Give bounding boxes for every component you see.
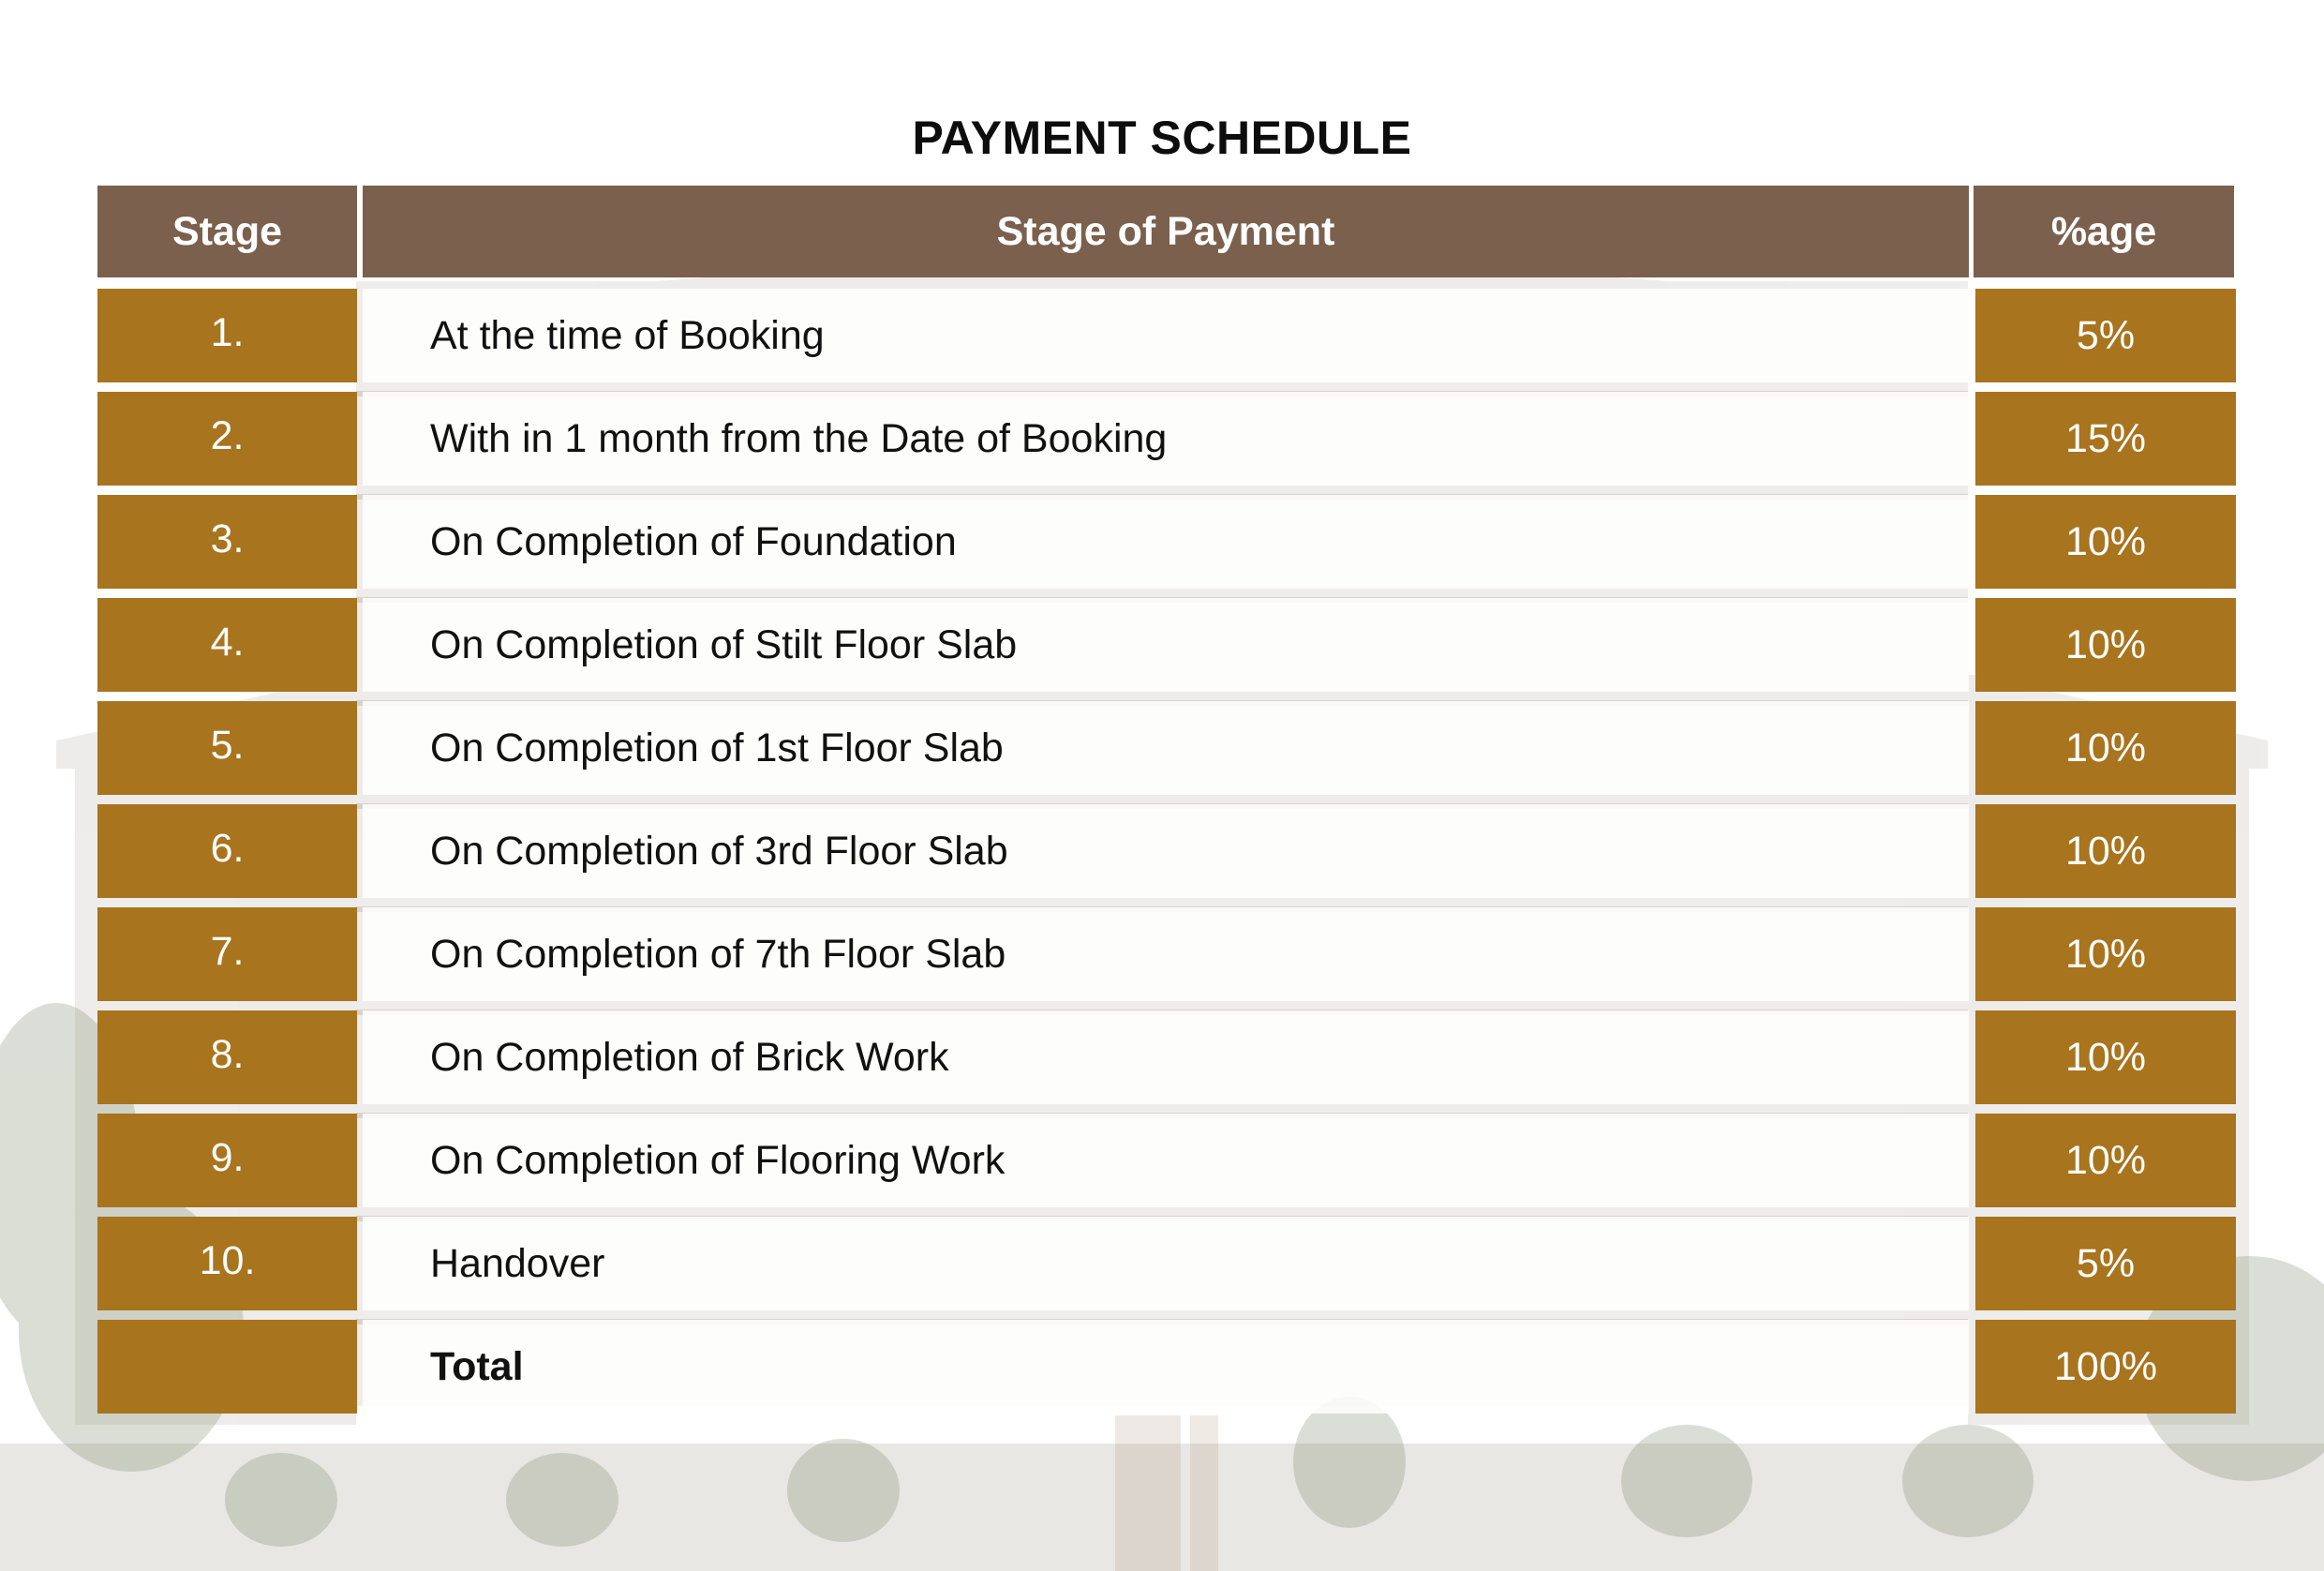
stage-description: Handover — [363, 1217, 1969, 1310]
stage-description: On Completion of 1st Floor Slab — [363, 701, 1969, 795]
header-stage-of-payment: Stage of Payment — [363, 186, 1969, 277]
stage-number: 8. — [97, 1010, 357, 1104]
stage-percentage: 10% — [1975, 804, 2236, 898]
stage-description: On Completion of 7th Floor Slab — [363, 907, 1969, 1001]
stage-description: At the time of Booking — [363, 289, 1969, 382]
table-row — [0, 1114, 2324, 1207]
stage-percentage: 10% — [1975, 598, 2236, 692]
table-row — [0, 804, 2324, 898]
table-row — [0, 495, 2324, 589]
stage-number: 1. — [97, 289, 357, 382]
table-row — [0, 1217, 2324, 1310]
page-title: PAYMENT SCHEDULE — [912, 112, 1412, 164]
total-percentage: 100% — [1975, 1320, 2236, 1414]
stage-number: 10. — [97, 1217, 357, 1310]
stage-percentage: 5% — [1975, 1217, 2236, 1310]
stage-percentage: 10% — [1975, 1010, 2236, 1104]
stage-percentage: 15% — [1975, 392, 2236, 486]
stage-description: On Completion of Stilt Floor Slab — [363, 598, 1969, 692]
table-row — [0, 907, 2324, 1001]
stage-number: 9. — [97, 1114, 357, 1207]
total-row — [0, 1320, 2324, 1414]
total-stage-cell — [97, 1320, 357, 1414]
stage-percentage: 10% — [1975, 1114, 2236, 1207]
stage-percentage: 5% — [1975, 289, 2236, 382]
table-row — [0, 598, 2324, 692]
stage-number: 4. — [97, 598, 357, 692]
stage-number: 6. — [97, 804, 357, 898]
table-row — [0, 289, 2324, 382]
stage-number: 7. — [97, 907, 357, 1001]
stage-number: 3. — [97, 495, 357, 589]
stage-number: 5. — [97, 701, 357, 795]
header-stage: Stage — [97, 186, 357, 277]
stage-percentage: 10% — [1975, 495, 2236, 589]
stage-description: On Completion of Brick Work — [363, 1010, 1969, 1104]
header-percentage: %age — [1974, 186, 2234, 277]
stage-percentage: 10% — [1975, 907, 2236, 1001]
stage-description: On Completion of Foundation — [363, 495, 1969, 589]
stage-description: With in 1 month from the Date of Booking — [363, 392, 1969, 486]
table-row — [0, 701, 2324, 795]
stage-number: 2. — [97, 392, 357, 486]
stage-description: On Completion of 3rd Floor Slab — [363, 804, 1969, 898]
stage-description: On Completion of Flooring Work — [363, 1114, 1969, 1207]
total-label: Total — [363, 1320, 1969, 1414]
table-row — [0, 1010, 2324, 1104]
stage-percentage: 10% — [1975, 701, 2236, 795]
table-row — [0, 392, 2324, 486]
